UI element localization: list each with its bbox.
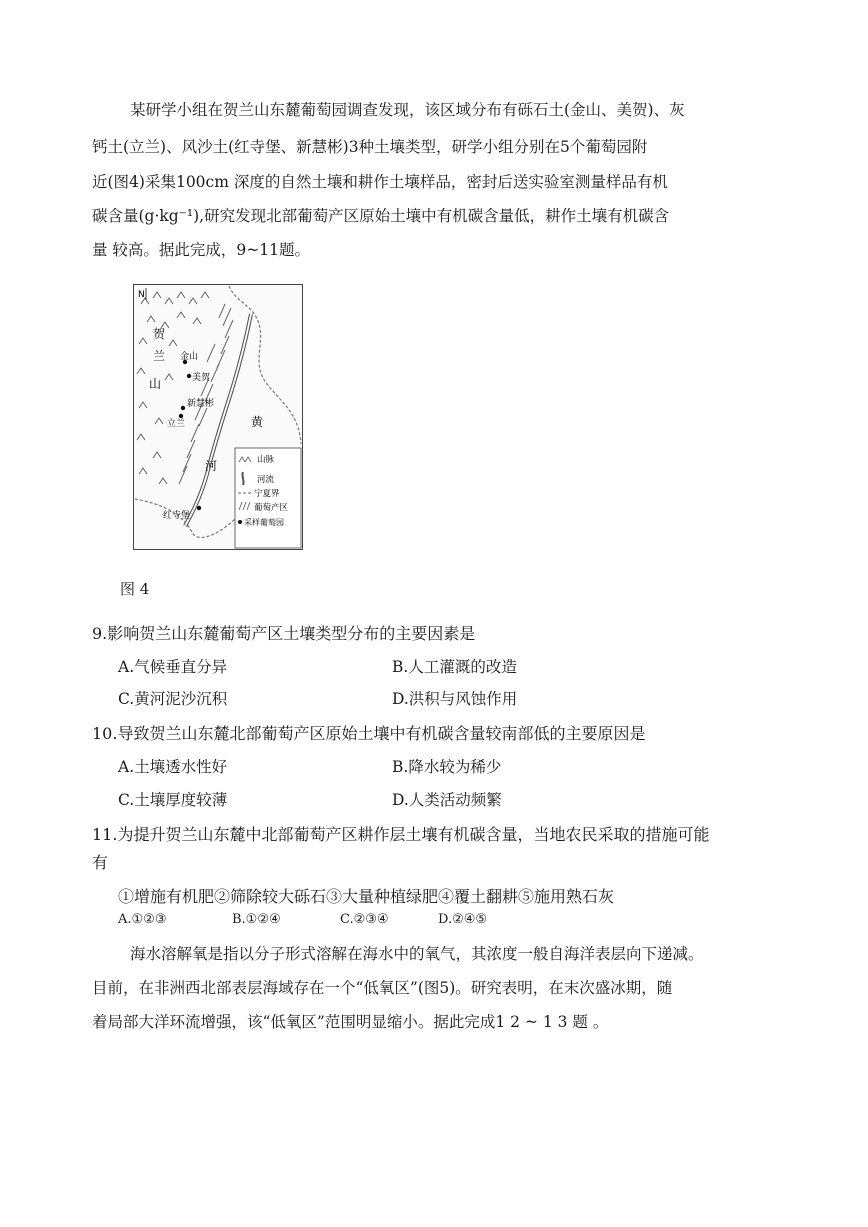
north-arrow: N <box>138 290 145 300</box>
map-label-he: 贺 <box>153 327 166 341</box>
intro1-line4: 碳含量(g·kg⁻¹),研究发现北部葡萄产区原始土壤中有机碳含量低，耕作土壤有机碳含 <box>92 207 670 225</box>
legend-mountain: 山脉 <box>257 455 275 465</box>
map-label-lan: 兰 <box>153 349 166 363</box>
question-11-option-c: C.②③④ <box>340 912 389 927</box>
question-9-option-c: C.黄河泥沙沉积 <box>118 690 228 708</box>
site-jinshan: 金山 <box>180 352 199 362</box>
intro1-line1: 某研学小组在贺兰山东麓葡萄园调查发现，该区域分布有砾石土(金山、美贺)、灰 <box>130 101 685 119</box>
figure-caption: 图 4 <box>120 580 150 598</box>
question-9-option-b: B.人工灌溉的改造 <box>392 658 517 676</box>
question-10-option-b: B.降水较为稀少 <box>392 758 502 776</box>
site-lilan: 立兰 <box>167 419 186 429</box>
question-11-measures: ①增施有机肥②筛除较大砾石③大量种植绿肥④覆土翻耕⑤施用熟石灰 <box>118 887 615 906</box>
question-10-option-d: D.人类活动频繁 <box>392 791 502 809</box>
site-xinhuibin: 新慧彬 <box>187 399 215 409</box>
legend-boundary: 宁夏界 <box>254 489 280 499</box>
site-hongsibao: 红寺堡 <box>163 511 191 521</box>
intro2-line1: 海水溶解氧是指以分子形式溶解在海水中的氧气，其浓度一般自海洋表层向下递减。 <box>130 945 704 963</box>
intro1-line2: 钙土(立兰)、风沙土(红寺堡、新慧彬)3种土壤类型，研学小组分别在5个葡萄园附 <box>92 138 648 156</box>
question-10-option-a: A.土壤透水性好 <box>118 758 228 776</box>
intro1-line3: 近(图4)采集100cm 深度的自然土壤和耕作土壤样品，密封后送实验室测量样品有机 <box>92 173 668 191</box>
question-11-stem: 11.为提升贺兰山东麓中北部葡萄产区耕作层土壤有机碳含量，当地农民采取的措施可能 <box>92 825 710 844</box>
intro2-line2: 目前，在非洲西北部表层海域存在一个“低氧区”(图5)。研究表明，在末次盛冰期，随 <box>92 979 673 997</box>
question-10-stem: 10.导致贺兰山东麓北部葡萄产区原始土壤中有机碳含量较南部低的主要原因是 <box>92 724 646 743</box>
legend-river: 河流 <box>257 475 275 485</box>
question-11-option-a: A.①②③ <box>118 912 167 927</box>
question-11-option-b: B.①②④ <box>232 912 281 927</box>
question-11-option-d: D.②④⑤ <box>438 912 488 927</box>
legend-sample-site: 采样葡萄园 <box>244 518 284 527</box>
vineyard-map-figure <box>133 284 303 550</box>
question-10-option-c: C.土壤厚度较薄 <box>118 791 228 809</box>
site-meihe: 美贺 <box>192 373 211 383</box>
map-label-he-river: 河 <box>205 459 218 473</box>
intro1-line5: 量 较高。据此完成，9~11题。 <box>92 241 310 259</box>
map-label-shan: 山 <box>149 377 162 391</box>
question-9-option-d: D.洪积与风蚀作用 <box>392 690 518 708</box>
map-label-huang: 黄 <box>251 415 264 429</box>
legend-vineyard: 葡萄产区 <box>254 503 289 513</box>
question-9-stem: 9.影响贺兰山东麓葡萄产区土壤类型分布的主要因素是 <box>92 624 476 643</box>
intro2-line3: 着局部大洋环流增强，该“低氧区”范围明显缩小。据此完成1 2 ~ 1 3 题 。 <box>92 1013 609 1031</box>
question-11-stem-cont: 有 <box>92 853 109 872</box>
question-9-option-a: A.气候垂直分异 <box>118 658 228 676</box>
